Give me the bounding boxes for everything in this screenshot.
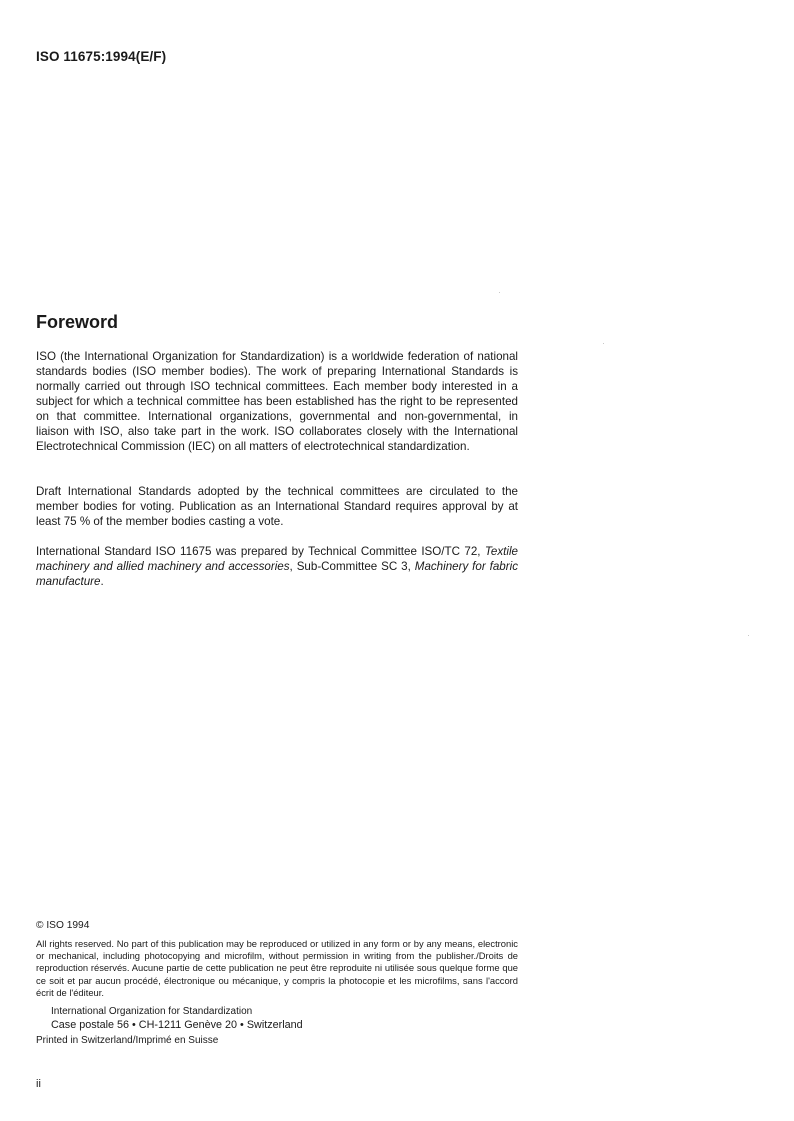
section-title-foreword: Foreword: [36, 312, 119, 332]
foreword-paragraph-3: [36, 544, 518, 589]
paragraph-3-end: .: [100, 575, 104, 588]
printed-in: Printed in Switzerland/Imprimé en Suisse: [36, 1035, 219, 1046]
subcommittee-title: Machinery for fabric manufacture: [36, 560, 518, 588]
address-line-1: International Organization for Standardization: [51, 1006, 253, 1017]
publisher-address: [51, 1006, 303, 1031]
foreword-paragraph-1: ISO (the International Organization for Standardization) is a worldwide federation of national standards bodies (ISO member bodies). The work of preparing International Standards is normally carried out through ISO technical committees. Each member body interested in a subject for which a technical committee has been established has the right to be represented on that committee. International organizations, governmental and non-governmental, in liaison with ISO, also take part in the work. ISO collaborates closely with the International Electrotechnical Commission (IEC) on all matters of electrotechnical standardization.: [36, 350, 518, 453]
committee-title: Textile machinery and allied machinery and accessories: [36, 545, 518, 573]
rights-notice: All rights reserved. No part of this publication may be reproduced or utilized in any form or by any means, electronic or mechanical, including photocopying and microfilm, without permission in writing from the publisher./Droits de reproduction réservés. Aucune partie de cette publication ne peut être reproduite ni utilisée sous quelque forme que ce soit et par aucun procédé, électronique ou mécanique, y compris la photocopie et les microfilms, sans l'accord écrit de l'éditeur.: [36, 938, 518, 998]
paragraph-3-intro: International Standard ISO 11675 was prepared by Technical Committee ISO/TC 72,: [36, 545, 485, 558]
document-id: ISO 11675:1994(E/F): [36, 49, 167, 64]
copyright-notice: © ISO 1994: [36, 920, 90, 931]
paragraph-3-middle: , Sub-Committee SC 3,: [289, 560, 415, 573]
address-line-2: Case postale 56 • CH-1211 Genève 20 • Switzerland: [51, 1018, 303, 1031]
page-number: ii: [36, 1078, 41, 1090]
scan-speck: [603, 343, 604, 344]
scan-speck: [748, 635, 749, 636]
foreword-paragraph-2: Draft International Standards adopted by the technical committees are circulated to the member bodies for voting. Publication as an International Standard requires approval by at least 75 % of the member bodies casting a vote.: [36, 485, 518, 528]
scan-speck: [499, 292, 500, 293]
